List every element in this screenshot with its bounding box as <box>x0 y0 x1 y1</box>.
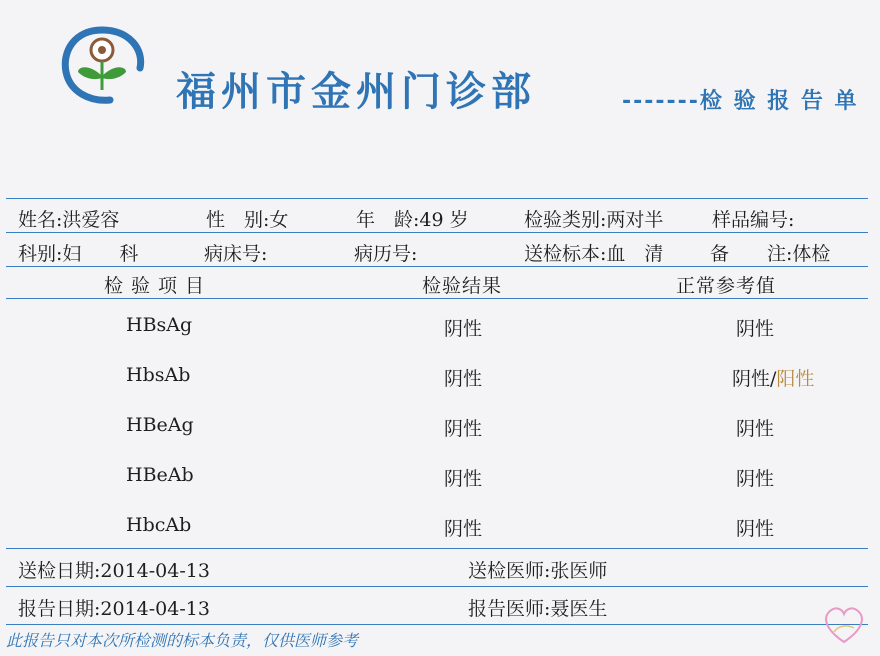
table-row-item: HbcAb <box>126 514 192 536</box>
test-type-field <box>524 205 663 232</box>
report-doctor: 聂医生 <box>550 598 608 620</box>
disclaimer: 此报告只对本次所检测的标本负责，仅供医师参考 <box>6 631 359 650</box>
specimen-value: 血 清 <box>606 243 664 265</box>
sample-no-field <box>712 205 794 232</box>
remark-value: 体检 <box>792 243 831 265</box>
test-type-label: 检验类别: <box>524 209 607 231</box>
dept-field <box>18 239 138 266</box>
dept-label: 科别: <box>18 243 63 265</box>
reference-value: 阴性 <box>736 418 775 440</box>
table-row-reference <box>736 514 774 541</box>
submit-date-label: 送检日期: <box>18 560 101 582</box>
report-date-label: 报告日期: <box>18 598 101 620</box>
report-doctor-label: 报告医师: <box>468 598 551 620</box>
specimen-label: 送检标本: <box>524 243 607 265</box>
column-header-item: 检验项目 <box>104 275 213 297</box>
clinic-name: 福州市金州门诊部 <box>176 69 536 115</box>
bed-label: 病床号: <box>204 243 268 265</box>
divider <box>6 624 868 625</box>
document-type: -------检 验 报 告 单 <box>622 89 859 114</box>
dept-value: 妇 科 <box>62 243 139 265</box>
reference-value: 阴性 <box>736 468 775 490</box>
age-value: 49 岁 <box>419 209 469 231</box>
table-row-item: HbsAb <box>126 364 191 386</box>
submit-date: 2014-04-13 <box>100 560 210 582</box>
divider <box>6 266 868 267</box>
patient-name: 洪爱容 <box>62 209 120 231</box>
remark-label: 备 注: <box>710 243 793 265</box>
divider <box>6 548 868 549</box>
sex-field <box>206 205 288 232</box>
table-row-reference <box>736 464 774 491</box>
divider <box>6 586 868 587</box>
table-row-result: 阴性 <box>444 318 483 340</box>
table-row-item: HBsAg <box>126 314 193 336</box>
report-date-field <box>18 594 210 621</box>
submit-date-field <box>18 556 210 583</box>
table-row-result: 阴性 <box>444 468 483 490</box>
age-field <box>356 205 469 232</box>
heart-watermark-icon <box>820 602 868 646</box>
reference-value: 阴性/ <box>732 368 777 390</box>
report-doctor-field <box>468 594 607 621</box>
reference-value: 阴性 <box>736 318 775 340</box>
column-header-result: 检验结果 <box>422 275 503 297</box>
divider <box>6 198 868 199</box>
table-row-reference <box>736 314 774 341</box>
reference-positive: 阳性 <box>776 368 815 390</box>
submit-doctor: 张医师 <box>550 560 608 582</box>
name-label: 姓名: <box>18 209 63 231</box>
submit-doctor-label: 送检医师: <box>468 560 551 582</box>
column-header-reference: 正常参考值 <box>676 275 777 297</box>
record-field <box>354 239 417 266</box>
table-row-item: HBeAg <box>126 414 194 436</box>
table-row-reference <box>736 414 774 441</box>
sample-no-label: 样品编号: <box>712 209 795 231</box>
test-type-value: 两对半 <box>606 209 664 231</box>
reference-value: 阴性 <box>736 518 775 540</box>
age-label: 年 龄: <box>356 209 420 231</box>
table-row-reference <box>732 364 814 391</box>
table-row-result: 阴性 <box>444 518 483 540</box>
clinic-logo-icon <box>56 22 148 106</box>
record-label: 病历号: <box>354 243 418 265</box>
report-date: 2014-04-13 <box>100 598 210 620</box>
specimen-field <box>524 239 663 266</box>
table-row-item: HBeAb <box>126 464 194 486</box>
remark-field <box>710 239 830 266</box>
sex-value: 女 <box>269 209 289 231</box>
table-row-result: 阴性 <box>444 418 483 440</box>
patient-name-field <box>18 205 119 232</box>
submit-doctor-field <box>468 556 607 583</box>
divider <box>6 298 868 299</box>
table-row-result: 阴性 <box>444 368 483 390</box>
sex-label: 性 别: <box>206 209 270 231</box>
divider <box>6 232 868 233</box>
bed-field <box>204 239 267 266</box>
